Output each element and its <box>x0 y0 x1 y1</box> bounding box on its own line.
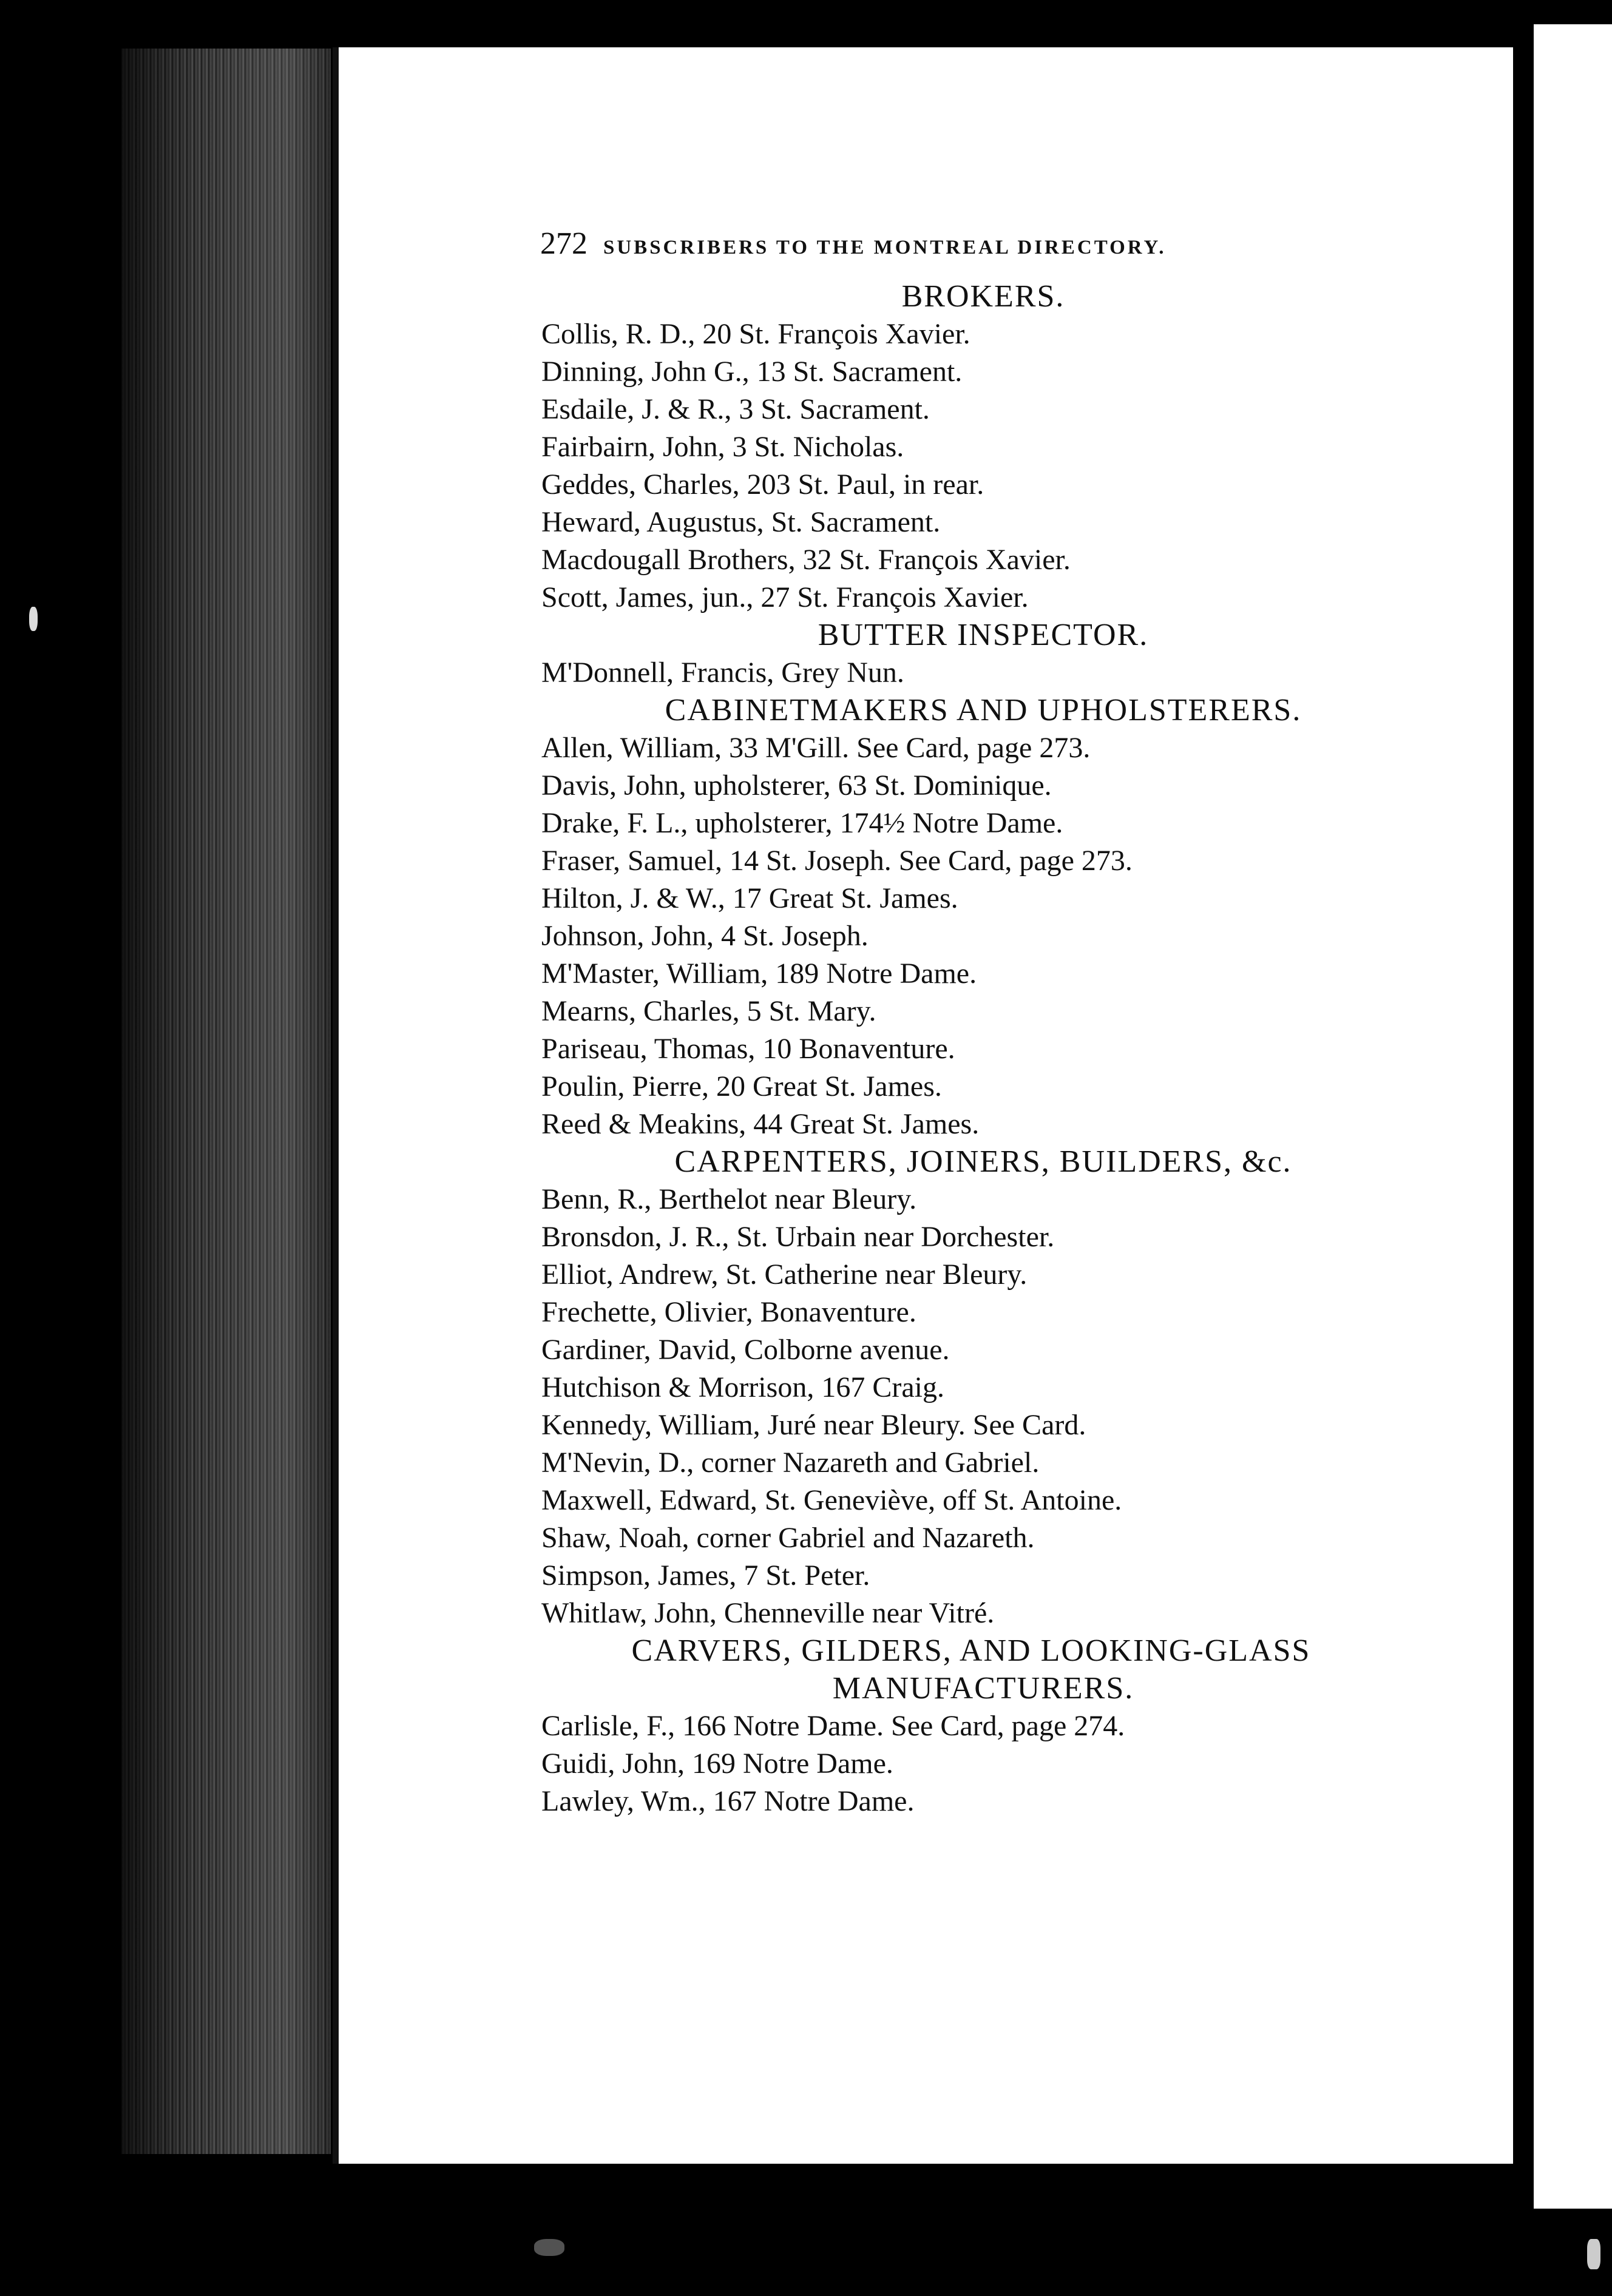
directory-entry: M'Donnell, Francis, Grey Nun. <box>541 657 904 689</box>
directory-entry: Fairbairn, John, 3 St. Nicholas. <box>541 431 904 463</box>
directory-entry: Hutchison & Morrison, 167 Craig. <box>541 1371 944 1403</box>
section-heading-continued: MANUFACTURERS. <box>832 1671 1134 1706</box>
section-heading: CARVERS, GILDERS, AND LOOKING-GLASS <box>631 1633 1311 1668</box>
section-butter-inspector <box>540 616 1402 692</box>
directory-entry: Mearns, Charles, 5 St. Mary. <box>541 995 876 1027</box>
directory-entry: Lawley, Wm., 167 Notre Dame. <box>541 1785 915 1817</box>
directory-entry: Whitlaw, John, Chenneville near Vitré. <box>541 1597 995 1629</box>
directory-entry: Dinning, John G., 13 St. Sacrament. <box>541 356 963 388</box>
directory-entry: Maxwell, Edward, St. Geneviève, off St. Antoine. <box>541 1484 1122 1516</box>
page-number: 272 <box>540 226 588 261</box>
directory-entry: Davis, John, upholsterer, 63 St. Dominique. <box>541 769 1052 802</box>
directory-entry: Heward, Augustus, St. Sacrament. <box>541 506 941 538</box>
directory-entry: Fraser, Samuel, 14 St. Joseph. See Card, page 273. <box>541 845 1133 877</box>
section-carpenters <box>540 1143 1402 1632</box>
directory-entry: Shaw, Noah, corner Gabriel and Nazareth. <box>541 1522 1035 1554</box>
page-content <box>540 226 1402 1820</box>
directory-entry: Simpson, James, 7 St. Peter. <box>541 1559 870 1592</box>
section-heading: BROKERS. <box>901 279 1065 314</box>
scan-smudge <box>534 2239 564 2256</box>
scan-speck <box>29 607 38 631</box>
directory-entry: M'Master, William, 189 Notre Dame. <box>541 957 977 990</box>
directory-entry: Bronsdon, J. R., St. Urbain near Dorchester. <box>541 1221 1055 1253</box>
directory-entry: Macdougall Brothers, 32 St. François Xavier. <box>541 544 1071 576</box>
directory-entry: Scott, James, jun., 27 St. François Xavier. <box>541 581 1029 613</box>
directory-entry: Carlisle, F., 166 Notre Dame. See Card, page 274. <box>541 1710 1125 1742</box>
directory-entry: Poulin, Pierre, 20 Great St. James. <box>541 1070 942 1102</box>
directory-entry: Guidi, John, 169 Notre Dame. <box>541 1747 893 1780</box>
running-title: SUBSCRIBERS TO THE MONTREAL DIRECTORY. <box>603 237 1167 258</box>
section-heading: BUTTER INSPECTOR. <box>818 618 1149 652</box>
section-heading: CARPENTERS, JOINERS, BUILDERS, &c. <box>674 1144 1292 1179</box>
directory-entry: Elliot, Andrew, St. Catherine near Bleury. <box>541 1258 1028 1291</box>
page-header <box>540 226 1402 278</box>
section-cabinetmakers <box>540 692 1402 1143</box>
directory-entry: Frechette, Olivier, Bonaventure. <box>541 1296 916 1328</box>
directory-entry: Gardiner, David, Colborne avenue. <box>541 1334 950 1366</box>
directory-entry: Hilton, J. & W., 17 Great St. James. <box>541 882 958 914</box>
directory-entry: Kennedy, William, Juré near Bleury. See Card. <box>541 1409 1086 1441</box>
directory-entry: Allen, William, 33 M'Gill. See Card, page 273. <box>541 732 1091 764</box>
directory-entry: Esdaile, J. & R., 3 St. Sacrament. <box>541 393 930 425</box>
book-page-edges <box>121 49 331 2154</box>
directory-entry: Collis, R. D., 20 St. François Xavier. <box>541 318 970 350</box>
directory-entry: Geddes, Charles, 203 St. Paul, in rear. <box>541 468 984 501</box>
gutter-shadow <box>1513 24 1534 2209</box>
scan-speck-corner <box>1587 2239 1600 2269</box>
directory-entry: Benn, R., Berthelot near Bleury. <box>541 1183 917 1215</box>
directory-entry: M'Nevin, D., corner Nazareth and Gabriel. <box>541 1447 1040 1479</box>
section-brokers <box>540 278 1402 616</box>
directory-entry: Pariseau, Thomas, 10 Bonaventure. <box>541 1033 955 1065</box>
section-heading: CABINETMAKERS AND UPHOLSTERERS. <box>665 693 1302 728</box>
directory-entry: Drake, F. L., upholsterer, 174½ Notre Dame. <box>541 807 1063 839</box>
directory-entry: Johnson, John, 4 St. Joseph. <box>541 920 869 952</box>
facing-page-edge <box>1534 24 1612 2209</box>
directory-entry: Reed & Meakins, 44 Great St. James. <box>541 1108 980 1140</box>
section-carvers-gilders <box>540 1632 1402 1820</box>
